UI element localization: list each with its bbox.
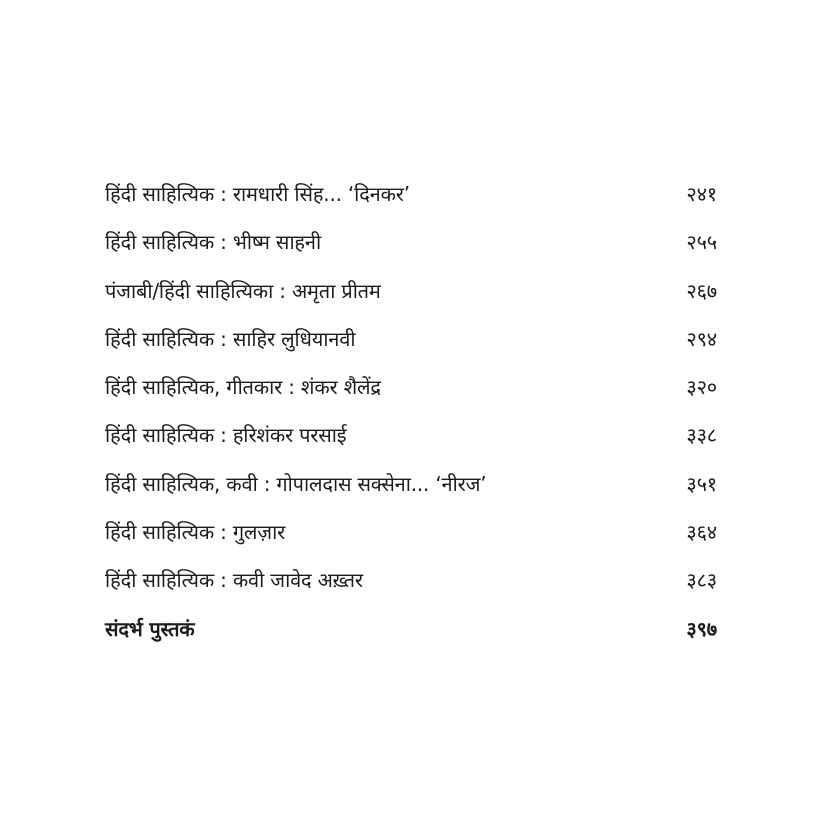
toc-entry-title: हिंदी साहित्यिक : रामधारी सिंह... ‘दिनकर’ (105, 182, 410, 206)
toc-entry-page: ३८३ (686, 568, 717, 593)
toc-entry (105, 513, 717, 561)
toc-entry-page: २५५ (686, 230, 717, 255)
toc-entry-page: २४१ (686, 182, 717, 206)
toc-entry (105, 561, 717, 609)
toc-entry-page: ३३८ (686, 423, 717, 448)
toc-entry-title: संदर्भ पुस्तकं (105, 616, 195, 641)
toc-entry-title: हिंदी साहित्यिक, गीतकार : शंकर शैलेंद्र (105, 375, 381, 400)
table-of-contents (105, 175, 717, 658)
toc-entry (105, 416, 717, 464)
toc-entry (105, 175, 717, 223)
toc-entry-page: ३५१ (686, 471, 717, 496)
toc-entry (105, 368, 717, 416)
toc-entry-title: हिंदी साहित्यिक : भीष्म साहनी (105, 230, 321, 255)
toc-entry-page: ३२० (686, 375, 717, 400)
toc-entry-title: पंजाबी/हिंदी साहित्यिका : अमृता प्रीतम (105, 278, 381, 303)
toc-entry (105, 465, 717, 513)
toc-entry-references (105, 610, 717, 658)
toc-entry-page: २९४ (686, 326, 717, 351)
toc-entry-title: हिंदी साहित्यिक : हरिशंकर परसाई (105, 423, 347, 448)
toc-entry-title: हिंदी साहित्यिक : साहिर लुधियानवी (105, 326, 356, 351)
toc-entry-title: हिंदी साहित्यिक : कवी जावेद अख़्तर (105, 568, 363, 593)
toc-entry-page: २६७ (686, 278, 717, 303)
toc-entry (105, 320, 717, 368)
toc-entry-page: ३६४ (686, 520, 717, 545)
toc-entry (105, 223, 717, 271)
toc-entry-page: ३९७ (686, 616, 717, 641)
toc-entry (105, 272, 717, 320)
toc-entry-title: हिंदी साहित्यिक : गुलज़ार (105, 520, 286, 545)
toc-entry-title: हिंदी साहित्यिक, कवी : गोपालदास सक्सेना... ‘नीरज’ (105, 471, 487, 496)
